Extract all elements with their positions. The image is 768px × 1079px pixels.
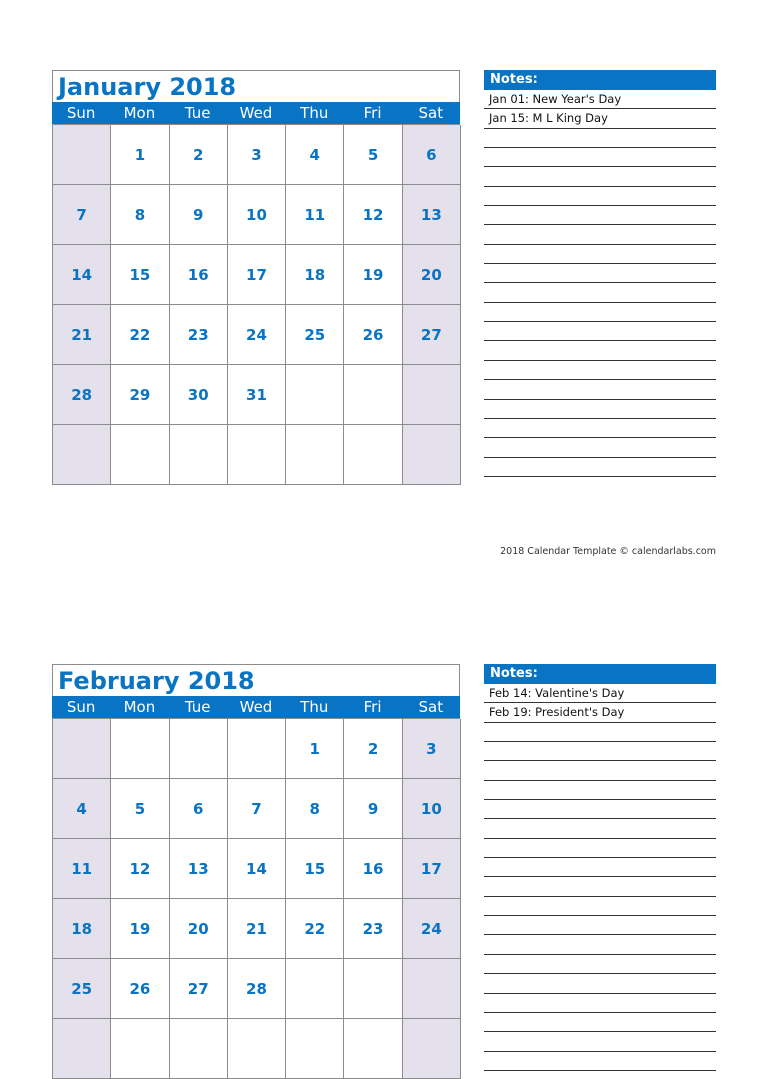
day-cell: 19 xyxy=(344,245,402,305)
day-cell: 3 xyxy=(403,719,461,779)
note-line xyxy=(484,264,716,283)
note-line xyxy=(484,380,716,399)
day-cell: 25 xyxy=(53,959,111,1019)
day-cell: 19 xyxy=(111,899,169,959)
day-cell: 21 xyxy=(228,899,286,959)
day-cell: 24 xyxy=(403,899,461,959)
weekday-label: Mon xyxy=(123,104,156,122)
week-row xyxy=(53,839,460,899)
weekday-label: Tue xyxy=(184,104,211,122)
day-cell: 14 xyxy=(228,839,286,899)
day-cell: 6 xyxy=(403,125,461,185)
weekday-label: Thu xyxy=(300,104,329,122)
day-cell: 21 xyxy=(53,305,111,365)
day-cell: 30 xyxy=(170,365,228,425)
day-cell: 12 xyxy=(111,839,169,899)
day-cell: 28 xyxy=(53,365,111,425)
day-cell: 24 xyxy=(228,305,286,365)
day-cell xyxy=(170,1019,228,1079)
note-line xyxy=(484,742,716,761)
day-cell: 6 xyxy=(170,779,228,839)
day-cell: 25 xyxy=(286,305,344,365)
day-cell: 10 xyxy=(228,185,286,245)
note-line xyxy=(484,458,716,477)
day-cell: 9 xyxy=(170,185,228,245)
day-cell: 9 xyxy=(344,779,402,839)
weeks-grid xyxy=(52,124,460,485)
week-row xyxy=(53,245,460,305)
day-cell: 3 xyxy=(228,125,286,185)
weekday-label: Sun xyxy=(66,104,96,122)
day-cell: 26 xyxy=(344,305,402,365)
day-cell: 10 xyxy=(403,779,461,839)
week-row xyxy=(53,719,460,779)
day-cell xyxy=(344,365,402,425)
day-cell: 20 xyxy=(170,899,228,959)
note-line: Feb 14: Valentine's Day xyxy=(484,684,716,703)
note-line xyxy=(484,1032,716,1051)
day-cell: 23 xyxy=(344,899,402,959)
day-cell xyxy=(111,1019,169,1079)
notes-heading: Notes: xyxy=(484,664,716,684)
day-cell: 8 xyxy=(111,185,169,245)
weekday-label: Sat xyxy=(418,698,444,716)
note-line xyxy=(484,322,716,341)
day-cell: 8 xyxy=(286,779,344,839)
day-cell xyxy=(228,719,286,779)
week-row xyxy=(53,365,460,425)
day-cell xyxy=(53,719,111,779)
note-line: Jan 15: M L King Day xyxy=(484,109,716,128)
note-line xyxy=(484,974,716,993)
note-line xyxy=(484,761,716,780)
day-cell: 28 xyxy=(228,959,286,1019)
weekday-label: Fri xyxy=(363,698,382,716)
day-cell: 1 xyxy=(286,719,344,779)
note-line: Feb 19: President's Day xyxy=(484,703,716,722)
day-cell xyxy=(286,365,344,425)
day-cell: 15 xyxy=(286,839,344,899)
week-row xyxy=(53,899,460,959)
day-cell xyxy=(403,959,461,1019)
day-cell: 14 xyxy=(53,245,111,305)
calendar-grid xyxy=(52,664,460,1079)
day-cell: 7 xyxy=(228,779,286,839)
week-row xyxy=(53,305,460,365)
weeks-grid xyxy=(52,718,460,1079)
note-line xyxy=(484,129,716,148)
day-cell xyxy=(403,1019,461,1079)
day-cell xyxy=(403,365,461,425)
note-line xyxy=(484,341,716,360)
day-cell: 13 xyxy=(403,185,461,245)
day-cell: 18 xyxy=(286,245,344,305)
week-row xyxy=(53,125,460,185)
day-cell: 23 xyxy=(170,305,228,365)
day-cell: 22 xyxy=(111,305,169,365)
week-row xyxy=(53,185,460,245)
day-cell: 26 xyxy=(111,959,169,1019)
day-cell: 29 xyxy=(111,365,169,425)
day-cell: 2 xyxy=(344,719,402,779)
footer-copyright: 2018 Calendar Template © calendarlabs.com xyxy=(500,546,716,557)
note-line xyxy=(484,245,716,264)
month-title: January 2018 xyxy=(52,70,460,102)
note-line xyxy=(484,1052,716,1071)
note-line: Jan 01: New Year's Day xyxy=(484,90,716,109)
day-cell: 1 xyxy=(111,125,169,185)
week-row xyxy=(53,425,460,485)
note-line xyxy=(484,167,716,186)
notes-panel xyxy=(484,70,716,477)
weekday-label: Sun xyxy=(66,698,96,716)
day-cell: 22 xyxy=(286,899,344,959)
day-cell xyxy=(170,719,228,779)
note-line xyxy=(484,361,716,380)
day-cell: 2 xyxy=(170,125,228,185)
day-cell: 13 xyxy=(170,839,228,899)
weekday-label: Mon xyxy=(123,698,156,716)
note-line xyxy=(484,283,716,302)
note-line xyxy=(484,935,716,954)
day-cell xyxy=(111,425,169,485)
note-line xyxy=(484,187,716,206)
day-cell: 17 xyxy=(403,839,461,899)
note-line xyxy=(484,419,716,438)
weekday-label: Fri xyxy=(363,104,382,122)
month-title: February 2018 xyxy=(52,664,460,696)
weekday-label: Wed xyxy=(239,104,273,122)
note-line xyxy=(484,206,716,225)
day-cell xyxy=(170,425,228,485)
note-line xyxy=(484,839,716,858)
weekday-label: Wed xyxy=(239,698,273,716)
week-row xyxy=(53,779,460,839)
week-row xyxy=(53,959,460,1019)
day-cell: 4 xyxy=(286,125,344,185)
day-cell: 27 xyxy=(403,305,461,365)
weekday-label: Thu xyxy=(300,698,329,716)
day-cell xyxy=(286,425,344,485)
note-line xyxy=(484,877,716,896)
note-line xyxy=(484,994,716,1013)
note-line xyxy=(484,916,716,935)
note-line xyxy=(484,781,716,800)
day-cell: 11 xyxy=(53,839,111,899)
day-cell xyxy=(53,425,111,485)
day-cell xyxy=(344,425,402,485)
day-cell xyxy=(286,959,344,1019)
note-line xyxy=(484,897,716,916)
day-cell: 27 xyxy=(170,959,228,1019)
day-cell: 15 xyxy=(111,245,169,305)
note-line xyxy=(484,858,716,877)
day-cell: 12 xyxy=(344,185,402,245)
day-cell: 4 xyxy=(53,779,111,839)
note-line xyxy=(484,1013,716,1032)
note-line xyxy=(484,955,716,974)
day-cell: 18 xyxy=(53,899,111,959)
day-cell xyxy=(286,1019,344,1079)
day-cell xyxy=(53,1019,111,1079)
day-cell: 11 xyxy=(286,185,344,245)
note-line xyxy=(484,723,716,742)
notes-heading: Notes: xyxy=(484,70,716,90)
day-cell: 5 xyxy=(344,125,402,185)
calendar-grid xyxy=(52,70,460,485)
day-cell: 31 xyxy=(228,365,286,425)
day-cell xyxy=(228,1019,286,1079)
note-line xyxy=(484,438,716,457)
weekday-header-row xyxy=(52,102,460,124)
day-cell xyxy=(111,719,169,779)
note-line xyxy=(484,148,716,167)
day-cell xyxy=(53,125,111,185)
notes-panel xyxy=(484,664,716,1071)
note-line xyxy=(484,800,716,819)
day-cell: 5 xyxy=(111,779,169,839)
note-line xyxy=(484,819,716,838)
day-cell xyxy=(228,425,286,485)
day-cell: 20 xyxy=(403,245,461,305)
day-cell xyxy=(344,959,402,1019)
day-cell: 16 xyxy=(344,839,402,899)
weekday-label: Tue xyxy=(184,698,211,716)
note-line xyxy=(484,225,716,244)
week-row xyxy=(53,1019,460,1079)
weekday-label: Sat xyxy=(418,104,444,122)
day-cell xyxy=(403,425,461,485)
note-line xyxy=(484,400,716,419)
day-cell xyxy=(344,1019,402,1079)
day-cell: 17 xyxy=(228,245,286,305)
day-cell: 7 xyxy=(53,185,111,245)
weekday-header-row xyxy=(52,696,460,718)
note-line xyxy=(484,303,716,322)
day-cell: 16 xyxy=(170,245,228,305)
